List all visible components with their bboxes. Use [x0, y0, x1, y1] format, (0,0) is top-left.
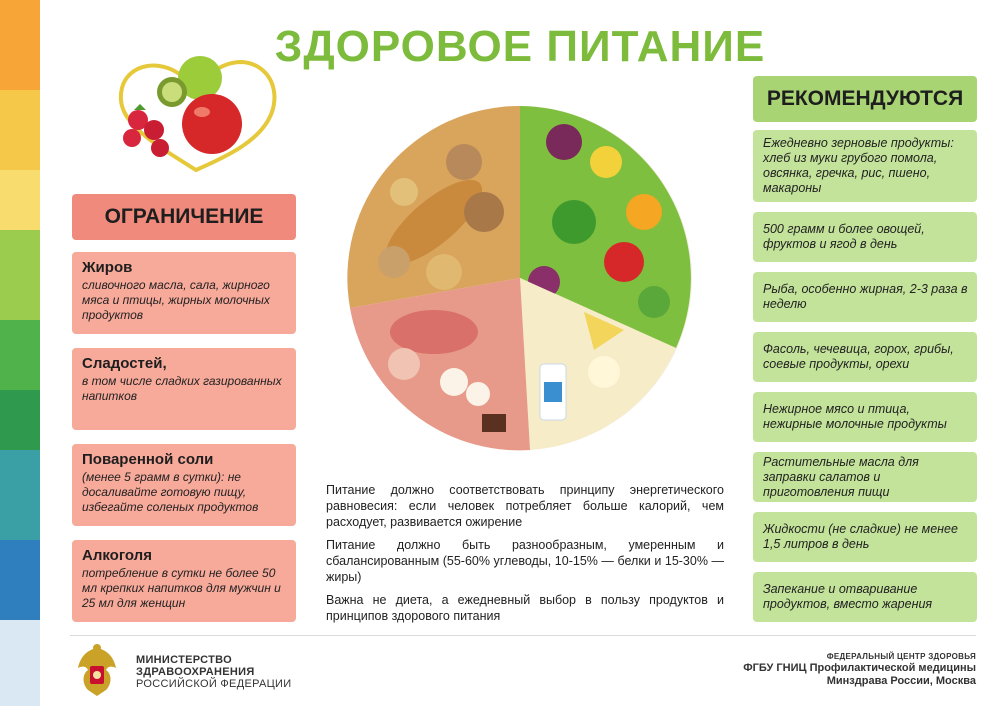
heart-fruit-illustration — [108, 50, 284, 178]
recommend-item: Рыба, особенно жирная, 2-3 раза в неделю — [753, 272, 977, 322]
ministry-line: ЗДРАВООХРАНЕНИЯ — [136, 666, 255, 678]
ministry-line: РОССИЙСКОЙ ФЕДЕРАЦИИ — [136, 678, 292, 690]
decorative-mosaic-strip — [0, 0, 40, 706]
health-center-name — [743, 651, 976, 688]
limit-item-desc: сливочного масла, сала, жирного мяса и птицы, жирных молочных продуктов — [82, 278, 270, 322]
recommend-item: Запекание и отваривание продуктов, вместо жарения — [753, 572, 977, 622]
ministry-line: МИНИСТЕРСТВО — [136, 654, 232, 666]
footer-divider — [70, 635, 976, 636]
limit-item-title: Поваренной соли — [82, 451, 214, 468]
recommend-item: 500 грамм и более овощей, фруктов и ягод в день — [753, 212, 977, 262]
ministry-name — [136, 654, 291, 690]
recommend-item: Фасоль, чечевица, горох, грибы, соевые продукты, орехи — [753, 332, 977, 382]
center-paragraph: Важна не диета, а ежедневный выбор в пользу продуктов и принципов здорового питания — [326, 593, 724, 623]
recommend-header: РЕКОМЕНДУЮТСЯ — [753, 76, 977, 122]
limit-item-sweets — [72, 348, 296, 430]
page-title: ЗДОРОВОЕ ПИТАНИЕ — [274, 22, 766, 71]
recommend-item: Растительные масла для заправки салатов и приготовления пищи — [753, 452, 977, 502]
limit-item-title: Жиров — [82, 259, 133, 276]
limit-item-desc: в том числе сладких газированных напитков — [82, 374, 282, 403]
health-center-line: ФЕДЕРАЛЬНЫЙ ЦЕНТР ЗДОРОВЬЯ — [826, 652, 976, 661]
recommend-item: Жидкости (не сладкие) не менее 1,5 литров в день — [753, 512, 977, 562]
limit-item-desc: (менее 5 грамм в сутки): не досаливайте готовую пищу, избегайте соленых продуктов — [82, 470, 259, 514]
coat-of-arms-emblem-icon — [72, 642, 122, 700]
limit-item-salt — [72, 444, 296, 526]
limit-item-title: Сладостей, — [82, 355, 167, 372]
health-center-line: Минздрава России, Москва — [826, 675, 976, 687]
limit-item-title: Алкоголя — [82, 547, 152, 564]
health-center-line: ФГБУ ГНИЦ Профилактической медицины — [743, 662, 976, 674]
recommend-item: Ежедневно зерновые продукты: хлеб из муки грубого помола, овсянка, гречка, рис, пшено, макароны — [753, 130, 977, 202]
limit-item-fats — [72, 252, 296, 334]
limit-header: ОГРАНИЧЕНИЕ — [72, 194, 296, 240]
center-paragraph: Питание должно соответствовать принципу энергетического равновесия: если человек потребляет больше калорий, чем расходует, развивается ожирение — [326, 483, 724, 529]
center-paragraph: Питание должно быть разнообразным, умеренным и сбалансированным (55-60% углеводы, 10-15% — белки и 15-30% — жиры) — [326, 538, 724, 584]
recommend-item: Нежирное мясо и птица, нежирные молочные продукты — [753, 392, 977, 442]
limit-item-desc: потребление в сутки не более 50 мл крепких напитков для мужчин и 25 мл для женщин — [82, 566, 281, 610]
food-plate-illustration — [344, 102, 696, 454]
limit-item-alcohol — [72, 540, 296, 622]
